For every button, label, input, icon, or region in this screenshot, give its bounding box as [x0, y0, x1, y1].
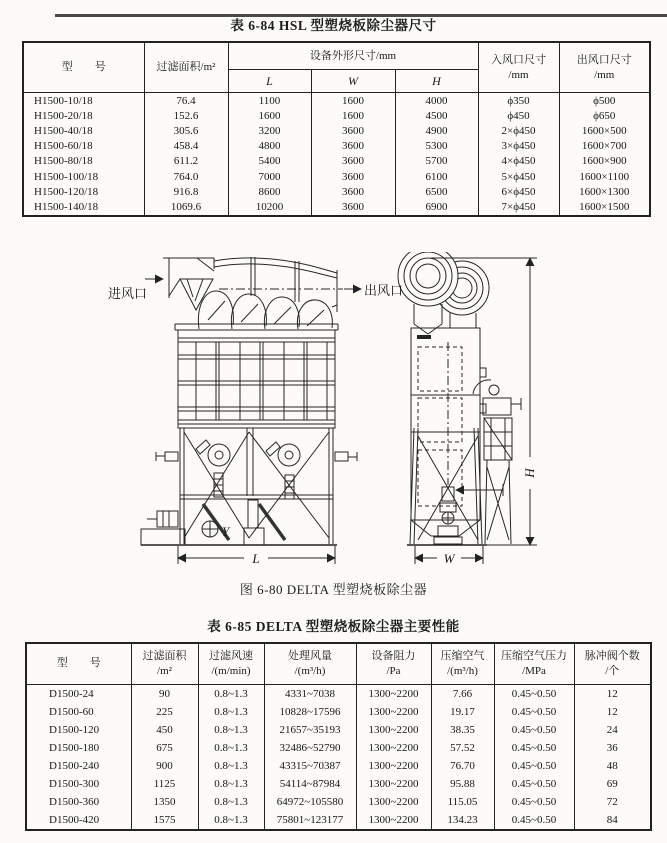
table-cell: 5×ϕ450 — [478, 169, 559, 184]
table-cell: 4000 — [395, 93, 478, 109]
table-cell: 6100 — [395, 169, 478, 184]
col-group-outline-dims: 设备外形尺寸/mm — [228, 42, 478, 70]
figure-6-80-caption: 图 6-80 DELTA 型塑烧板除尘器 — [239, 581, 428, 597]
table-row — [26, 775, 651, 793]
table-cell: 1100 — [228, 93, 311, 109]
table-cell: 1300~2200 — [356, 757, 431, 775]
table-cell: 6×ϕ450 — [478, 184, 559, 199]
col-filter-area-unit: /m² — [157, 664, 172, 677]
col-resistance — [356, 643, 431, 685]
page-top-rule — [55, 14, 667, 17]
table-cell: 0.45~0.50 — [494, 721, 574, 739]
table-cell: 3600 — [311, 184, 395, 199]
table-cell: 54114~87984 — [264, 775, 356, 793]
table-cell: 6900 — [395, 199, 478, 215]
table-cell: D1500-300 — [26, 775, 131, 793]
table-cell: 1300~2200 — [356, 793, 431, 811]
table-cell: 1300~2200 — [356, 703, 431, 721]
table-cell: 12 — [574, 703, 651, 721]
dim-h-label: H — [522, 467, 537, 478]
table-cell: D1500-420 — [26, 811, 131, 830]
table-cell: 84 — [574, 811, 651, 830]
col-compressed-air — [431, 643, 494, 685]
table-cell: 7000 — [228, 169, 311, 184]
table-cell: 72 — [574, 793, 651, 811]
table-6-85 — [25, 642, 652, 831]
table-cell: 1300~2200 — [356, 739, 431, 757]
table-cell: 12 — [574, 684, 651, 703]
table-cell: H1500-120/18 — [23, 184, 144, 199]
table-cell: H1500-100/18 — [23, 169, 144, 184]
table-cell: H1500-60/18 — [23, 139, 144, 154]
col-resistance-unit: /Pa — [386, 664, 401, 677]
table-cell: 6500 — [395, 184, 478, 199]
table-cell: 4900 — [395, 123, 478, 138]
table-6-84-title: 表 6-84 HSL 型塑烧板除尘器尺寸 — [230, 18, 437, 33]
table-cell: 8600 — [228, 184, 311, 199]
table-cell: H1500-140/18 — [23, 199, 144, 215]
table-cell: 21657~35193 — [264, 721, 356, 739]
table-cell: 69 — [574, 775, 651, 793]
table-cell: 134.23 — [431, 811, 494, 830]
col-compressed-air-label: 压缩空气 — [440, 649, 485, 662]
table-cell: 1600×700 — [559, 139, 650, 154]
table-cell: 1600 — [228, 108, 311, 123]
table-cell: 0.45~0.50 — [494, 684, 574, 703]
table-6-84-body — [23, 93, 650, 216]
table-cell: 32486~52790 — [264, 739, 356, 757]
table-cell: 24 — [574, 721, 651, 739]
table-cell: D1500-360 — [26, 793, 131, 811]
table-cell: D1500-24 — [26, 684, 131, 703]
table-cell: ϕ500 — [559, 93, 650, 109]
table-cell: 38.35 — [431, 721, 494, 739]
col-outlet-size — [559, 42, 650, 93]
col-dim-l: L — [228, 70, 311, 93]
table-cell: 1300~2200 — [356, 684, 431, 703]
table-row — [26, 757, 651, 775]
table-cell: 0.45~0.50 — [494, 811, 574, 830]
col-pulse-valves — [574, 643, 651, 685]
table-cell: 3×ϕ450 — [478, 139, 559, 154]
col-filter-area — [131, 643, 198, 685]
table-cell: 3600 — [311, 123, 395, 138]
col-dim-w: W — [311, 70, 395, 93]
table-cell: 1350 — [131, 793, 198, 811]
table-cell: 0.8~1.3 — [198, 684, 264, 703]
table-cell: H1500-10/18 — [23, 93, 144, 109]
table-cell: 1125 — [131, 775, 198, 793]
col-air-volume-unit: /(m³/h) — [294, 664, 326, 677]
table-row — [26, 721, 651, 739]
table-row — [23, 108, 650, 123]
table-cell: 0.45~0.50 — [494, 703, 574, 721]
table-cell: 10200 — [228, 199, 311, 215]
table-cell: 900 — [131, 757, 198, 775]
table-6-85-body — [26, 684, 651, 830]
table-cell: 76.70 — [431, 757, 494, 775]
table-cell: 7.66 — [431, 684, 494, 703]
table-cell: 305.6 — [144, 123, 228, 138]
table-cell: 3200 — [228, 123, 311, 138]
table-row — [26, 739, 651, 757]
col-pulse-valves-label: 脉冲阀个数 — [584, 649, 640, 662]
table-cell: 1600×1100 — [559, 169, 650, 184]
table-cell: 4500 — [395, 108, 478, 123]
col-outlet-size-unit: /mm — [594, 68, 615, 81]
table-cell: 1600 — [311, 108, 395, 123]
table-cell: 64972~105580 — [264, 793, 356, 811]
table-cell: ϕ650 — [559, 108, 650, 123]
table-cell: 75801~123177 — [264, 811, 356, 830]
table-cell: 450 — [131, 721, 198, 739]
outlet-label: 出风口 — [364, 282, 404, 298]
col-filter-area: 过滤面积/m² — [144, 42, 228, 93]
figure-6-80-drawing — [101, 252, 583, 572]
table-6-84 — [22, 41, 651, 217]
table-cell: 1300~2200 — [356, 775, 431, 793]
front-view — [141, 257, 361, 564]
table-row — [23, 154, 650, 169]
col-pulse-valves-unit: /个 — [605, 664, 620, 677]
table-row — [23, 199, 650, 215]
table-cell: 4800 — [228, 139, 311, 154]
table-cell: 1300~2200 — [356, 721, 431, 739]
table-cell: H1500-80/18 — [23, 154, 144, 169]
col-air-volume — [264, 643, 356, 685]
table-cell: 0.8~1.3 — [198, 721, 264, 739]
dim-w-label: W — [443, 550, 455, 566]
table-cell: 1600×500 — [559, 123, 650, 138]
table-cell: H1500-20/18 — [23, 108, 144, 123]
table-cell: 0.45~0.50 — [494, 739, 574, 757]
table-cell: 76.4 — [144, 93, 228, 109]
col-inlet-size-unit: /mm — [508, 68, 529, 81]
col-inlet-size — [478, 42, 559, 93]
table-cell: 0.8~1.3 — [198, 775, 264, 793]
table-cell: 36 — [574, 739, 651, 757]
col-resistance-label: 设备阻力 — [371, 649, 416, 662]
table-cell: H1500-40/18 — [23, 123, 144, 138]
table-cell: 43315~70387 — [264, 757, 356, 775]
table-cell: 3600 — [311, 154, 395, 169]
table-cell: D1500-120 — [26, 721, 131, 739]
table-row — [23, 139, 650, 154]
table-cell: ϕ450 — [478, 108, 559, 123]
col-model: 型 号 — [26, 643, 131, 685]
table-cell: 5300 — [395, 139, 478, 154]
table-cell: 1575 — [131, 811, 198, 830]
table-cell: 0.8~1.3 — [198, 757, 264, 775]
col-filter-velocity — [198, 643, 264, 685]
table-cell: D1500-180 — [26, 739, 131, 757]
table-cell: 0.45~0.50 — [494, 775, 574, 793]
table-cell: 1069.6 — [144, 199, 228, 215]
table-cell: 57.52 — [431, 739, 494, 757]
table-cell: 1600×900 — [559, 154, 650, 169]
table-cell: 1600 — [311, 93, 395, 109]
table-cell: 90 — [131, 684, 198, 703]
table-cell: 764.0 — [144, 169, 228, 184]
table-cell: 4331~7038 — [264, 684, 356, 703]
table-cell: 611.2 — [144, 154, 228, 169]
table-cell: 0.8~1.3 — [198, 793, 264, 811]
table-cell: 5400 — [228, 154, 311, 169]
table-cell: 458.4 — [144, 139, 228, 154]
table-row — [26, 684, 651, 703]
table-cell: 1300~2200 — [356, 811, 431, 830]
table-row — [23, 184, 650, 199]
table-cell: 152.6 — [144, 108, 228, 123]
table-cell: 225 — [131, 703, 198, 721]
col-outlet-size-label: 出风口尺寸 — [576, 53, 632, 66]
inlet-label: 进风口 — [108, 285, 148, 301]
table-cell: 0.45~0.50 — [494, 757, 574, 775]
dim-y-label: Y — [222, 523, 230, 539]
table-cell: 675 — [131, 739, 198, 757]
table-cell: 5700 — [395, 154, 478, 169]
col-filter-velocity-label: 过滤风速 — [209, 649, 253, 662]
table-cell: 916.8 — [144, 184, 228, 199]
col-model: 型 号 — [23, 42, 144, 93]
table-row — [26, 811, 651, 830]
table-cell: 0.8~1.3 — [198, 811, 264, 830]
table-row — [23, 93, 650, 109]
table-cell: 3600 — [311, 139, 395, 154]
table-cell: 0.8~1.3 — [198, 703, 264, 721]
table-cell: 0.45~0.50 — [494, 793, 574, 811]
table-cell: 1600×1500 — [559, 199, 650, 215]
table-cell: 2×ϕ450 — [478, 123, 559, 138]
table-cell: 48 — [574, 757, 651, 775]
table-cell: 3600 — [311, 169, 395, 184]
table-row — [26, 793, 651, 811]
table-6-85-header — [26, 643, 651, 685]
col-air-volume-label: 处理风量 — [288, 649, 332, 662]
table-6-84-header — [23, 42, 650, 93]
dim-l-label: L — [252, 550, 260, 566]
table-row — [23, 123, 650, 138]
table-row — [23, 169, 650, 184]
table-row — [26, 703, 651, 721]
table-cell: 10828~17596 — [264, 703, 356, 721]
figure-6-80 — [0, 252, 667, 598]
col-air-pressure — [494, 643, 574, 685]
table-cell: 3600 — [311, 199, 395, 215]
col-dim-h: H — [395, 70, 478, 93]
col-air-pressure-unit: /MPa — [522, 664, 546, 677]
table-cell: D1500-240 — [26, 757, 131, 775]
table-cell: 95.88 — [431, 775, 494, 793]
table-cell: 4×ϕ450 — [478, 154, 559, 169]
col-compressed-air-unit: /(m³/h) — [447, 664, 478, 677]
table-cell: D1500-60 — [26, 703, 131, 721]
table-cell: 0.8~1.3 — [198, 739, 264, 757]
table-cell: 19.17 — [431, 703, 494, 721]
col-filter-velocity-unit: /(m/min) — [211, 664, 251, 677]
table-cell: 115.05 — [431, 793, 494, 811]
table-6-85-title: 表 6-85 DELTA 型塑烧板除尘器主要性能 — [207, 618, 460, 634]
col-inlet-size-label: 入风口尺寸 — [491, 53, 546, 66]
side-view — [398, 252, 537, 564]
table-cell: ϕ350 — [478, 93, 559, 109]
col-filter-area-label: 过滤面积 — [142, 649, 187, 662]
table-cell: 1600×1300 — [559, 184, 650, 199]
table-cell: 7×ϕ450 — [478, 199, 559, 215]
col-air-pressure-label: 压缩空气压力 — [501, 649, 567, 662]
